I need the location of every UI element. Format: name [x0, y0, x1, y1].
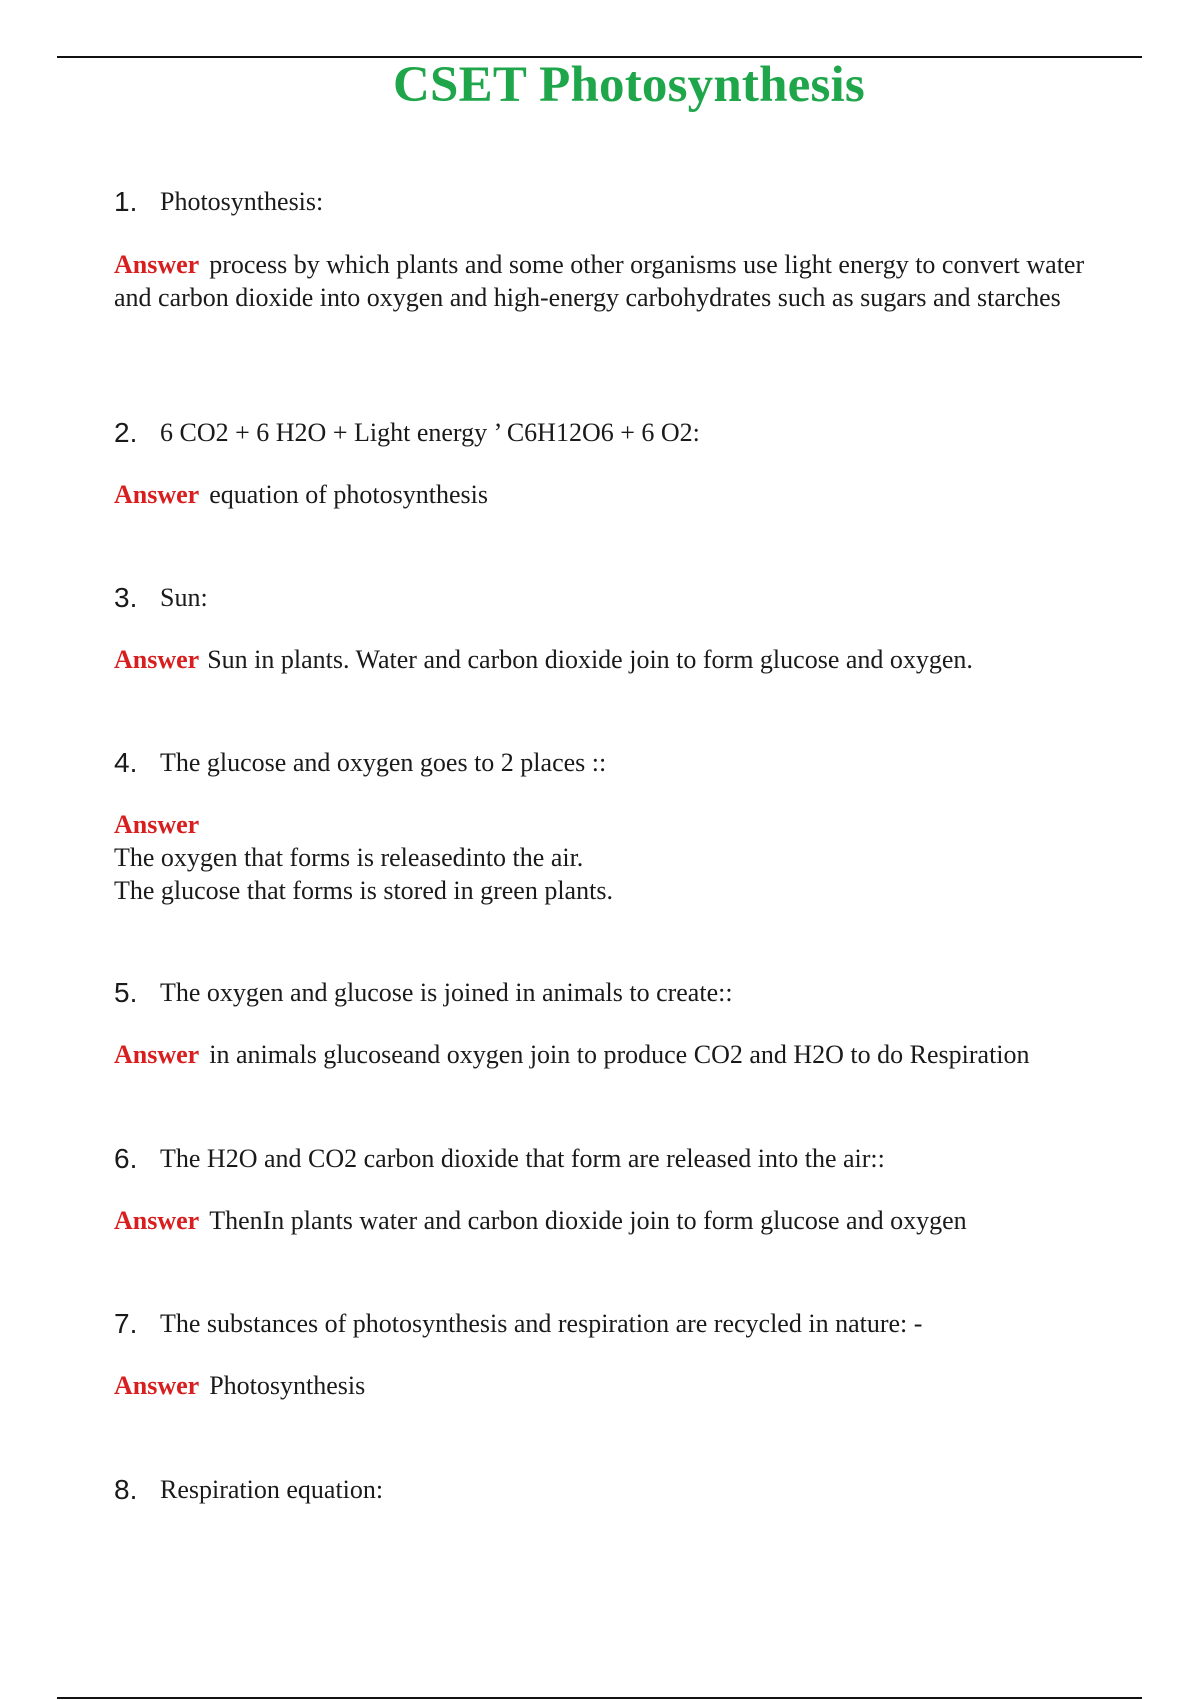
question — [114, 416, 1114, 450]
question-number: 3. — [114, 582, 138, 613]
qa-item-6 — [114, 1142, 1114, 1237]
question-number: 1. — [114, 186, 138, 217]
page-title: CSET Photosynthesis — [393, 57, 865, 113]
answer-text: ThenIn plants water and carbon dioxide join to form glucose and oxygen — [209, 1206, 967, 1235]
answer — [114, 1369, 1114, 1402]
question — [114, 185, 1114, 219]
question-number: 2. — [114, 417, 138, 448]
answer-line-2: The glucose that forms is stored in green plants. — [114, 876, 613, 905]
answer-line-1: The oxygen that forms is releasedinto the air. — [114, 843, 584, 872]
question-text: The glucose and oxygen goes to 2 places :: — [160, 748, 607, 777]
question-text: Photosynthesis: — [160, 187, 324, 216]
answer — [114, 1038, 1114, 1071]
question-number: 8. — [114, 1474, 138, 1505]
answer — [114, 248, 1114, 314]
answer — [114, 478, 1114, 511]
bottom-rule — [57, 1697, 1142, 1699]
answer-text: equation of photosynthesis — [209, 480, 488, 509]
qa-item-7 — [114, 1307, 1114, 1402]
answer-label: Answer — [114, 645, 200, 674]
question — [114, 1307, 1114, 1341]
question-text: 6 CO2 + 6 H2O + Light energy ’ C6H12O6 + 6 O2: — [160, 418, 700, 447]
question-text: The substances of photosynthesis and respiration are recycled in nature: - — [160, 1309, 923, 1338]
qa-item-8 — [114, 1473, 1114, 1507]
answer-text: Sun in plants. Water and carbon dioxide join to form glucose and oxygen. — [207, 645, 973, 674]
question — [114, 976, 1114, 1010]
answer-label: Answer — [114, 1371, 200, 1400]
question-text: The oxygen and glucose is joined in animals to create:: — [160, 978, 733, 1007]
qa-item-5 — [114, 976, 1114, 1071]
answer — [114, 808, 1114, 907]
qa-item-2 — [114, 416, 1114, 511]
question-text: Respiration equation: — [160, 1475, 384, 1504]
answer-text: in animals glucoseand oxygen join to produce CO2 and H2O to do Respiration — [209, 1040, 1030, 1069]
question — [114, 1473, 1114, 1507]
answer — [114, 1204, 1114, 1237]
question — [114, 1142, 1114, 1176]
qa-item-4 — [114, 746, 1114, 907]
question — [114, 746, 1114, 780]
answer-label: Answer — [114, 1040, 200, 1069]
answer-text: Photosynthesis — [209, 1371, 366, 1400]
qa-item-3 — [114, 581, 1114, 676]
question-number: 6. — [114, 1143, 138, 1174]
answer-label: Answer — [114, 1206, 200, 1235]
question — [114, 581, 1114, 615]
answer-text: process by which plants and some other organisms use light energy to convert water and carbon dioxide into oxygen and high-energy carbohydrates such as sugars and starches — [114, 250, 1085, 312]
question-text: The H2O and CO2 carbon dioxide that form are released into the air:: — [160, 1144, 885, 1173]
question-number: 7. — [114, 1308, 138, 1339]
answer-label: Answer — [114, 250, 200, 279]
answer-label: Answer — [114, 480, 200, 509]
question-text: Sun: — [160, 583, 208, 612]
answer — [114, 643, 1114, 676]
question-number: 4. — [114, 747, 138, 778]
question-number: 5. — [114, 977, 138, 1008]
answer-label: Answer — [114, 810, 200, 839]
qa-item-1 — [114, 185, 1114, 314]
